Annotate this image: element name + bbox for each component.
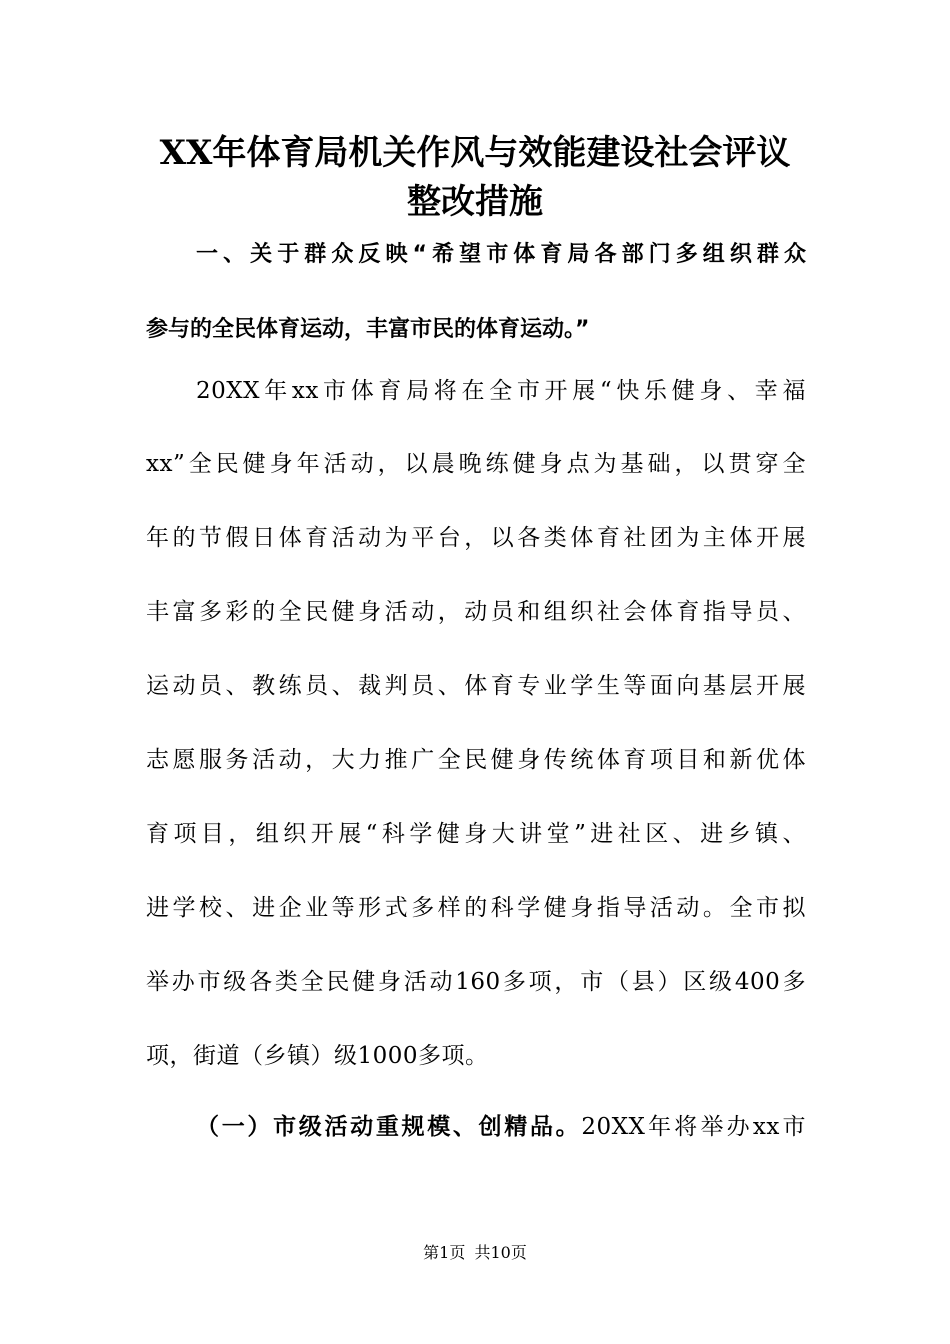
subsection-line: [196, 1107, 806, 1147]
paragraph-line: 运动员、教练员、裁判员、体育专业学生等面向基层开展: [146, 673, 806, 699]
paragraph-line: 举办市级各类全民健身活动160多项，市（县）区级400多: [146, 969, 806, 995]
paragraph-line: 育项目，组织开展“科学健身大讲堂”进社区、进乡镇、: [146, 821, 806, 847]
subsection-heading: （一）市级活动重规模、创精品。: [196, 1114, 582, 1140]
page-footer: [0, 1241, 950, 1265]
paragraph-line: 丰富多彩的全民健身活动，动员和组织社会体育指导员、: [146, 599, 806, 625]
paragraph-line: 志愿服务活动，大力推广全民健身传统体育项目和新优体: [146, 747, 806, 773]
section-heading-line-1: 一、关于群众反映“希望市体育局各部门多组织群众: [196, 242, 806, 267]
subsection-text: 20XX年将举办xx市: [581, 1114, 806, 1140]
page-total: 共10页: [474, 1243, 527, 1262]
paragraph-line: 年的节假日体育活动为平台，以各类体育社团为主体开展: [146, 525, 806, 551]
document-title-line-1: XX年体育局机关作风与效能建设社会评议: [159, 133, 791, 173]
document-title-line-2: 整改措施: [407, 182, 543, 222]
paragraph-line: 进学校、进企业等形式多样的科学健身指导活动。全市拟: [146, 895, 806, 921]
paragraph-line: 项，街道（乡镇）级1000多项。: [146, 1043, 489, 1069]
page-number: 第1页: [423, 1243, 466, 1262]
paragraph-line: 20XX年xx市体育局将在全市开展“快乐健身、幸福: [196, 378, 806, 404]
section-heading-line-2: 参与的全民体育运动，丰富市民的体育运动。”: [146, 317, 590, 342]
paragraph-line: xx”全民健身年活动，以晨晚练健身点为基础，以贯穿全: [146, 451, 806, 477]
